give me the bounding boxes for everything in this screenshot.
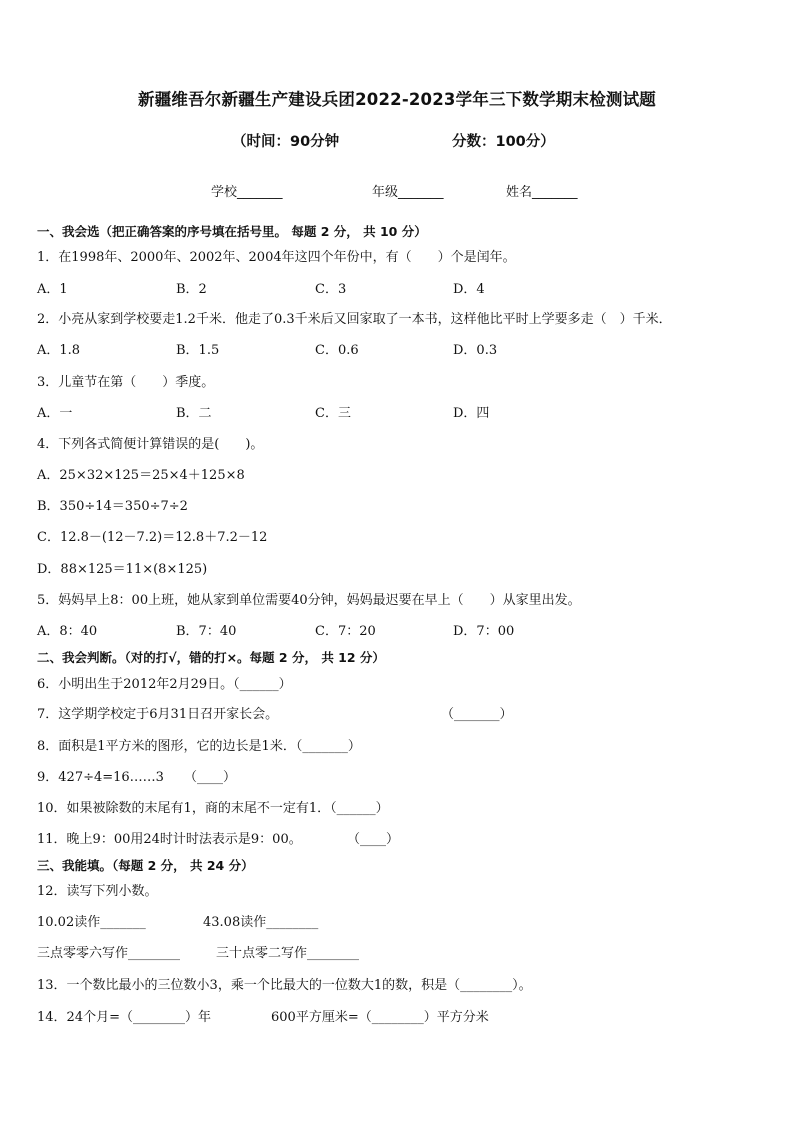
q3-option-c: C．三 bbox=[315, 406, 351, 421]
question-12: 12．读写下列小数。 bbox=[37, 884, 158, 899]
question-8: 8．面积是1平方米的图形，它的边长是1米．（_______） bbox=[37, 739, 361, 754]
q3-option-b: B．二 bbox=[176, 406, 212, 421]
q3-option-d: D．四 bbox=[453, 406, 490, 421]
q5-option-d: D．7：00 bbox=[453, 624, 515, 639]
q1-option-a: A．1 bbox=[37, 282, 68, 297]
question-4: 4．下列各式简便计算错误的是( )。 bbox=[37, 437, 264, 452]
q3-option-a: A．一 bbox=[37, 406, 73, 421]
question-9: 9．427÷4=16……3 bbox=[37, 770, 164, 785]
section-2-heading: 二、我会判断。（对的打√，错的打×。每题 2 分， 共 12 分） bbox=[37, 650, 385, 665]
question-3: 3．儿童节在第（ ）季度。 bbox=[37, 375, 215, 390]
q4-option-b: B．350÷14＝350÷7÷2 bbox=[37, 499, 188, 514]
q9-answer-blank: （____） bbox=[184, 770, 237, 785]
q1-option-d: D．4 bbox=[453, 282, 485, 297]
q12-item-c: 三点零零六写作________ bbox=[37, 946, 181, 961]
question-7: 7．这学期学校定于6月31日召开家长会。 bbox=[37, 707, 279, 722]
question-13: 13．一个数比最小的三位数小3，乘一个比最大的一位数大1的数，积是（________）。 bbox=[37, 978, 532, 993]
q12-item-a: 10.02读作_______ bbox=[37, 915, 146, 930]
q4-option-a: A．25×32×125＝25×4＋125×8 bbox=[37, 468, 245, 483]
question-11: 11．晚上9：00用24时计时法表示是9：00。 bbox=[37, 832, 302, 847]
q4-option-c: C．12.8－(12－7.2)＝12.8＋7.2－12 bbox=[37, 530, 268, 545]
section-1-heading: 一、我会选（把正确答案的序号填在括号里。 每题 2 分， 共 10 分） bbox=[37, 224, 427, 239]
question-10: 10．如果被除数的末尾有1，商的末尾不一定有1．（______） bbox=[37, 801, 389, 816]
name-field: 姓名_______ bbox=[506, 185, 578, 200]
question-1: 1．在1998年、2000年、2002年、2004年这四个年份中，有（ ）个是闰年。 bbox=[37, 250, 516, 265]
section-3-heading: 三、我能填。（每题 2 分， 共 24 分） bbox=[37, 858, 254, 873]
page-title: 新疆维吾尔新疆生产建设兵团2022-2023学年三下数学期末检测试题 bbox=[138, 90, 656, 109]
question-6: 6．小明出生于2012年2月29日。（______） bbox=[37, 677, 292, 692]
q2-option-c: C．0.6 bbox=[315, 343, 359, 358]
q7-answer-blank: （_______） bbox=[441, 707, 513, 722]
exam-time: （时间：90分钟 bbox=[232, 134, 340, 150]
q1-option-c: C．3 bbox=[315, 282, 347, 297]
q11-answer-blank: （____） bbox=[347, 832, 400, 847]
q2-option-b: B．1.5 bbox=[176, 343, 220, 358]
q4-option-d: D．88×125＝11×(8×125) bbox=[37, 562, 208, 577]
q2-option-a: A．1.8 bbox=[37, 343, 81, 358]
question-5: 5．妈妈早上8：00上班，她从家到单位需要40分钟，妈妈最迟要在早上（ ）从家里出发。 bbox=[37, 593, 581, 608]
q12-item-d: 三十点零二写作________ bbox=[216, 946, 360, 961]
q12-item-b: 43.08读作________ bbox=[203, 915, 319, 930]
question-14-part-b: 600平方厘米=（________）平方分米 bbox=[271, 1010, 489, 1025]
q5-option-c: C．7：20 bbox=[315, 624, 376, 639]
question-2: 2．小亮从家到学校要走1.2千米．他走了0.3千米后又回家取了一本书，这样他比平时上学要多走（ ）千米． bbox=[37, 312, 672, 327]
question-14-part-a: 14．24个月=（________）年 bbox=[37, 1010, 211, 1025]
q5-option-b: B．7：40 bbox=[176, 624, 237, 639]
q1-option-b: B．2 bbox=[176, 282, 207, 297]
grade-field: 年级_______ bbox=[372, 185, 444, 200]
q5-option-a: A．8：40 bbox=[37, 624, 98, 639]
school-field: 学校_______ bbox=[211, 185, 283, 200]
q2-option-d: D．0.3 bbox=[453, 343, 498, 358]
exam-score: 分数：100分） bbox=[452, 134, 555, 150]
